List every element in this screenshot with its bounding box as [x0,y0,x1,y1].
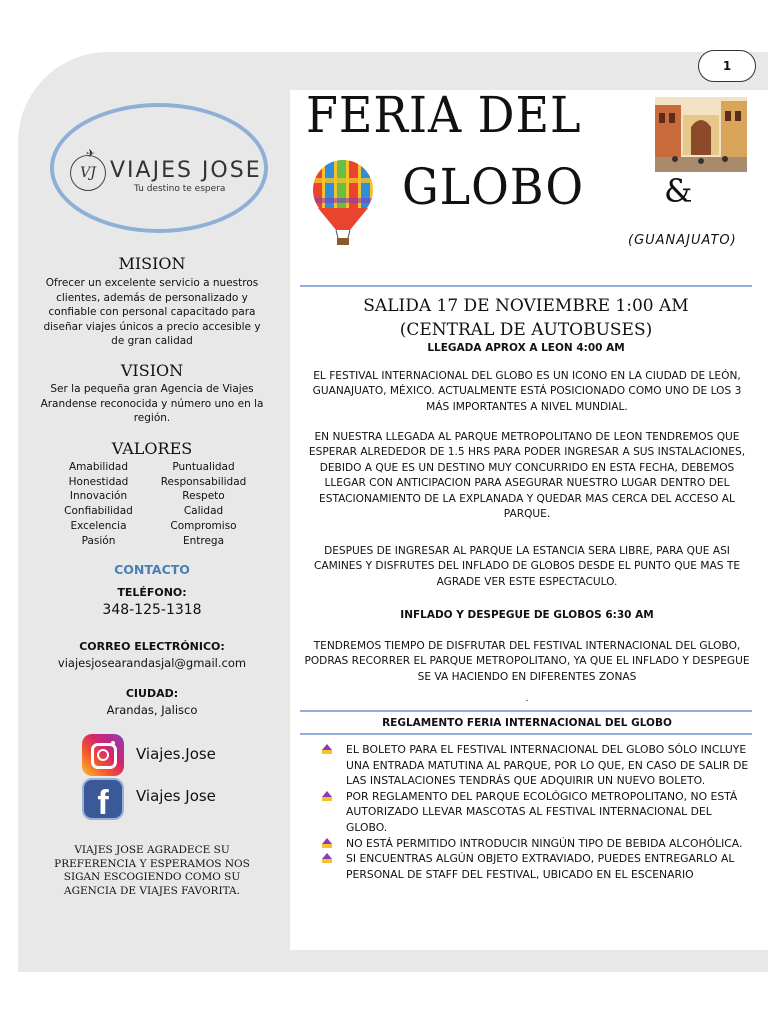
paragraph-stay: DESPUES DE INGRESAR AL PARQUE LA ESTANCIA SERA LIBRE, PARA QUE ASI CAMINES Y DISFRUTES DEL INFLADO DE GLOBOS DESDE EL PUNTO QUE MAS TE AGRADE VER ESTE ESPECTACULO. [313,545,741,588]
facebook-handle[interactable]: Viajes Jose [136,787,216,805]
valor-item: Respeto [182,490,225,503]
page-number: 1 [698,50,756,82]
list-item [322,789,754,836]
title-place: (GUANAJUATO) [628,233,737,248]
reglamento-item: POR REGLAMENTO DEL PARQUE ECOLÓGICO METROPOLITANO, NO ESTÁ AUTORIZADO LLEVAR MASCOTAS AL FESTIVAL INTERNACIONAL DEL GLOBO. [346,789,738,834]
reglamento-list [322,742,754,882]
inflado-heading: INFLADO Y DESPEGUE DE GLOBOS 6:30 AM [400,609,654,621]
instagram-lens [97,749,109,761]
vision-heading: VISION [120,361,184,380]
section-divider [300,733,752,735]
header-divider [300,285,752,287]
departure-time: SALIDA 17 DE NOVIEMBRE 1:00 AM [363,296,689,316]
title-ampersand: & [664,172,693,210]
trailing-dot: . [525,693,529,704]
valores-row [46,519,256,534]
mision-text: Ofrecer un excelente servicio a nuestros clientes, además de personalizado y confiable con personal capacitado para diseñar viajes únicos a precio accesible y de gran calidad [43,277,261,347]
phone-label: TELÉFONO: [117,586,187,599]
instagram-handle[interactable]: Viajes.Jose [136,745,216,763]
email-address[interactable]: viajesjosearandasjal@gmail.com [57,656,247,670]
hot-air-balloon-icon [310,160,376,246]
title-line-1: FERIA DEL [306,86,582,144]
reglamento-item: EL BOLETO PARA EL FESTIVAL INTERNACIONAL DEL GLOBO SÓLO INCLUYE UNA ENTRADA MATUTINA AL PARQUE, POR LO QUE, EN CASO DE SALIR DE LAS INSTALACIONES TENDRÁS QUE ADQUIRIR UN NUEVO BOLETO. [346,743,749,788]
paragraph-festival: TENDREMOS TIEMPO DE DISFRUTAR DEL FESTIVAL INTERNACIONAL DEL GLOBO, PODRAS RECORRER EL PARQUE METROPOLITANO, YA QUE EL INFLADO Y DESPEGUE SE VA HACIENDO EN DIFERENTES ZONAS [304,640,750,683]
bullet-icon [322,744,332,754]
list-item [322,742,754,789]
valores-row [46,460,256,475]
reglamento-item: SI ENCUENTRAS ALGÚN OBJETO EXTRAVIADO, PUEDES ENTREGARLO AL PERSONAL DE STAFF DEL FESTIVAL, UBICADO EN EL ESCENARIO [346,852,735,881]
city-name: Arandas, Jalisco [106,703,198,717]
logo-monogram: VJ [70,155,106,191]
valores-row [46,534,256,549]
email-label: CORREO ELECTRÓNICO: [79,640,225,653]
brand-tagline: Tu destino te espera [134,184,226,194]
valor-item: Calidad [183,505,224,518]
departure-place: (CENTRAL DE AUTOBUSES) [399,320,653,340]
bullet-icon [322,838,332,848]
brand-name: VIAJES JOSE [110,158,262,183]
valor-item: Responsabilidad [160,475,247,488]
arrival-info: LLEGADA APROX A LEON 4:00 AM [427,342,625,354]
valor-item: Confiabilidad [64,505,133,518]
valor-item: Amabilidad [68,461,129,473]
valor-item: Pasión [81,534,116,547]
valores-row [46,489,256,504]
list-item [322,851,754,882]
valor-item: Innovación [69,490,128,503]
valor-item: Compromiso [170,519,237,532]
city-label: CIUDAD: [125,687,179,700]
airplane-icon: ✈ [86,147,96,160]
valor-item: Honestidad [68,475,129,488]
bullet-icon [322,791,332,801]
instagram-icon[interactable] [82,734,124,776]
title-line-2: GLOBO [402,158,584,216]
valores-row [46,504,256,519]
paragraph-arrival: EN NUESTRA LLEGADA AL PARQUE METROPOLITANO DE LEON TENDREMOS QUE ESPERAR ALREDEDOR DE 1.5 HRS PARA PODER INGRESAR A SUS INSTALACIONES, DEBIDO A QUE ES UN DESTINO MUY CONCURRIDO EN ESTA FECHA, DEBEMOS LLEGAR CON ANTICIPACION PARA ASEGURAR NUESTRO LUGAR DENTRO DEL ESTACIONAMIENTO DE LA EXPLANADA Y QUEDAR MAS CERCA DEL ACCESO AL PARQUE. [308,431,746,521]
valores-list [46,460,256,548]
valores-row [46,475,256,490]
contacto-heading: CONTACTO [114,562,190,577]
valores-heading: VALORES [111,439,193,458]
valor-item: Puntualidad [172,461,235,473]
list-item [322,836,754,852]
bullet-icon [322,853,332,863]
phone-number[interactable]: 348-125-1318 [102,602,202,618]
valor-item: Excelencia [70,519,127,532]
reglamento-heading: REGLAMENTO FERIA INTERNACIONAL DEL GLOBO [382,717,672,729]
facebook-icon[interactable]: f [82,778,124,820]
mision-heading: MISION [118,254,186,273]
departure-info [296,294,756,342]
instagram-flash [111,741,115,745]
paragraph-intro: EL FESTIVAL INTERNACIONAL DEL GLOBO ES UN ICONO EN LA CIUDAD DE LEÓN, GUANAJUATO, MÉXICO. ACTUALMENTE ESTÁ POSICIONADO COMO UNO DE LOS 3 MÁS IMPORTANTES A NIVEL MUNDIAL. [312,370,742,413]
section-divider [300,710,752,712]
reglamento-item: NO ESTÁ PERMITIDO INTRODUCIR NINGÚN TIPO DE BEBIDA ALCOHÓLICA. [346,836,743,850]
guanajuato-street-image [655,97,747,172]
thanks-message: VIAJES JOSE AGRADECE SU PREFERENCIA Y ESPERAMOS NOS SIGAN ESCOGIENDO COMO SU AGENCIA DE VIAJES FAVORITA. [54,844,250,897]
vision-text: Ser la pequeña gran Agencia de Viajes Arandense reconocida y número uno en la región. [40,383,264,424]
valor-item: Entrega [182,534,225,547]
